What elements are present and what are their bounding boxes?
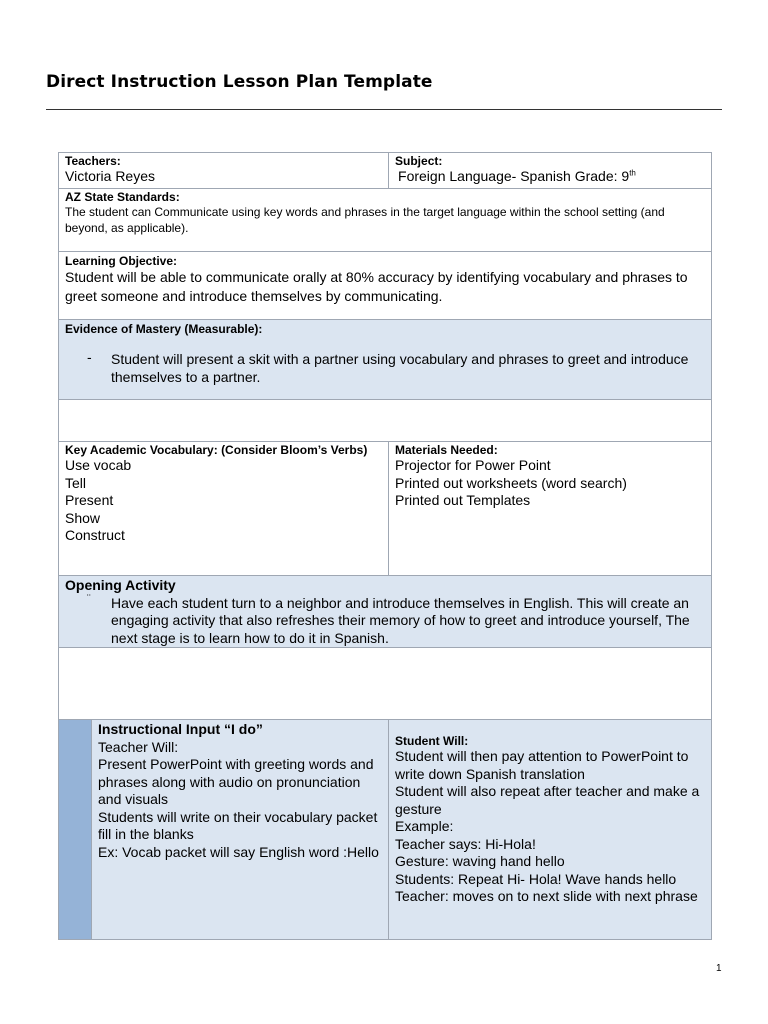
page-number: 1 bbox=[716, 963, 722, 974]
mastery-list bbox=[65, 350, 705, 386]
materials-label: Materials Needed: bbox=[395, 443, 498, 457]
row-teachers-subject bbox=[59, 153, 712, 189]
student-line: Gesture: waving hand hello bbox=[395, 853, 565, 869]
document-title: Direct Instruction Lesson Plan Template bbox=[46, 72, 433, 92]
spacer-cell-2 bbox=[59, 648, 712, 720]
student-line: Teacher: moves on to next slide with next phrase bbox=[395, 888, 698, 904]
student-line: Student will then pay attention to PowerPoint to write down Spanish translation bbox=[395, 748, 689, 782]
teacher-line: Ex: Vocab packet will say English word :Hello bbox=[98, 843, 379, 860]
teacher-will-label: Teacher Will: bbox=[98, 738, 179, 755]
standards-label: AZ State Standards: bbox=[65, 190, 180, 204]
lesson-plan-table bbox=[58, 152, 712, 940]
student-line: Students: Repeat Hi- Hola! Wave hands hello bbox=[395, 870, 677, 887]
instructional-label: Instructional Input “I do” bbox=[98, 721, 263, 737]
instructional-stripe bbox=[59, 720, 92, 940]
opening-label: Opening Activity bbox=[65, 577, 176, 593]
vocab-item: Tell bbox=[65, 474, 87, 491]
subject-cell bbox=[389, 153, 712, 189]
objective-label: Learning Objective: bbox=[65, 254, 178, 268]
material-item: Printed out worksheets (word search) bbox=[395, 474, 627, 491]
subject-label: Subject: bbox=[395, 154, 443, 168]
row-objective bbox=[59, 252, 712, 320]
standards-text: The student can Communicate using key words and phrases in the target language within the school setting (and beyond, as applicable). bbox=[65, 205, 665, 235]
row-mastery bbox=[59, 320, 712, 400]
mastery-item: - Student will present a skit with a partner using vocabulary and phrases to greet and introduce themselves to a partner. bbox=[111, 350, 705, 386]
teacher-line: Present PowerPoint with greeting words and phrases along with audio on pronunciation and visuals bbox=[98, 756, 374, 807]
material-item: Projector for Power Point bbox=[395, 457, 551, 473]
vocab-item: Present bbox=[65, 492, 114, 508]
student-will-label: Student Will: bbox=[395, 734, 469, 748]
student-line: Student will also repeat after teacher and make a gesture bbox=[395, 783, 700, 817]
teacher-line: Students will write on their vocabulary packet fill in the blanks bbox=[98, 808, 378, 842]
row-spacer-2 bbox=[59, 648, 712, 720]
spacer-cell-1 bbox=[59, 400, 712, 442]
teachers-cell bbox=[59, 153, 389, 189]
subject-value bbox=[395, 168, 705, 186]
vocabulary-cell bbox=[59, 442, 389, 576]
row-standards bbox=[59, 189, 712, 252]
materials-cell bbox=[389, 442, 712, 576]
material-item: Printed out Templates bbox=[395, 492, 531, 508]
row-vocab-materials bbox=[59, 442, 712, 576]
vocab-item: Construct bbox=[65, 527, 125, 543]
mastery-cell bbox=[59, 320, 712, 400]
standards-cell bbox=[59, 189, 712, 252]
objective-cell bbox=[59, 252, 712, 320]
teacher-will-cell bbox=[92, 720, 389, 940]
teachers-value: Victoria Reyes bbox=[65, 168, 156, 184]
teachers-label: Teachers: bbox=[65, 154, 121, 168]
opening-cell bbox=[59, 576, 712, 648]
vocabulary-label: Key Academic Vocabulary: (Consider Bloom’s Verbs) bbox=[65, 443, 368, 457]
student-line: Teacher says: Hi-Hola! bbox=[395, 835, 536, 852]
objective-text: Student will be able to communicate orally at 80% accuracy by identifying vocabulary and phrases to greet someone and introduce themselves by communicating. bbox=[65, 269, 688, 304]
opening-list bbox=[65, 595, 705, 648]
row-instructional bbox=[59, 720, 712, 940]
subject-text: Foreign Language- Spanish Grade: 9 bbox=[398, 168, 630, 184]
row-spacer-1 bbox=[59, 400, 712, 442]
title-underline bbox=[46, 109, 722, 110]
mastery-label: Evidence of Mastery (Measurable): bbox=[65, 322, 263, 336]
opening-item: ¨ Have each student turn to a neighbor and introduce themselves in English. This will create an engaging activity that also refreshes their memory of how to greet and introduce yourself, The next stage is to learn how to do it in Spanish. bbox=[111, 595, 705, 648]
grade-suffix: th bbox=[629, 168, 636, 178]
vocab-item: Use vocab bbox=[65, 457, 132, 473]
row-opening bbox=[59, 576, 712, 648]
student-will-cell bbox=[389, 720, 712, 940]
student-line: Example: bbox=[395, 818, 454, 834]
vocab-item: Show bbox=[65, 509, 101, 526]
